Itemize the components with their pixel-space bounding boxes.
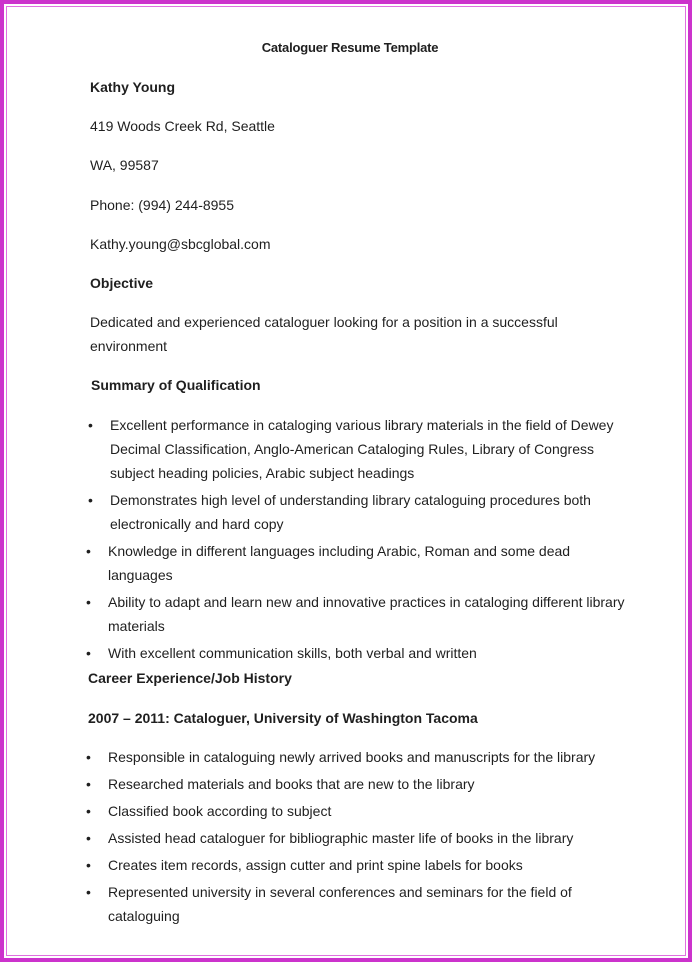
career-heading: Career Experience/Job History <box>88 670 292 686</box>
career-item: • Creates item records, assign cutter and print spine labels for books <box>108 853 628 877</box>
career-item: • Assisted head cataloguer for bibliographic master life of books in the library <box>108 826 628 850</box>
bullet-icon: • <box>86 645 91 661</box>
bullet-icon: • <box>88 417 93 433</box>
objective-heading: Objective <box>90 275 154 291</box>
job-title: 2007 – 2011: Cataloguer, University of Washington Tacoma <box>88 710 478 726</box>
summary-item: • Demonstrates high level of understanding library cataloguing procedures both electronically and hard copy <box>110 488 630 536</box>
bullet-icon: • <box>86 884 91 900</box>
document-title: Cataloguer Resume Template <box>261 40 439 55</box>
career-item: • Classified book according to subject <box>108 799 628 823</box>
bullet-icon: • <box>86 543 91 559</box>
bullet-icon: • <box>86 594 91 610</box>
summary-item: • Knowledge in different languages including Arabic, Roman and some dead languages <box>108 539 638 587</box>
bullet-icon: • <box>86 803 91 819</box>
email-address: Kathy.young@sbcglobal.com <box>90 236 271 252</box>
address-line-2: WA, 99587 <box>90 157 159 173</box>
bullet-icon: • <box>86 857 91 873</box>
bullet-icon: • <box>88 492 93 508</box>
candidate-name: Kathy Young <box>90 79 176 95</box>
summary-list <box>88 413 630 539</box>
bullet-icon: • <box>86 776 91 792</box>
career-item: • Researched materials and books that are new to the library <box>108 772 628 796</box>
summary-item: • Excellent performance in cataloging various library materials in the field of Dewey Decimal Classification, Anglo-American Cataloging Rules, Library of Congress subject heading policies, Arabic subject headings <box>110 413 630 485</box>
summary-list-continued <box>86 539 638 668</box>
career-item: • Responsible in cataloguing newly arrived books and manuscripts for the library <box>108 745 628 769</box>
career-list <box>86 745 628 931</box>
objective-text: Dedicated and experienced cataloguer looking for a position in a successful environment <box>90 314 558 354</box>
career-item: • Represented university in several conferences and seminars for the field of cataloguing <box>108 880 628 928</box>
summary-item: • Ability to adapt and learn new and innovative practices in cataloging different library materials <box>108 590 638 638</box>
bullet-icon: • <box>86 830 91 846</box>
bullet-icon: • <box>86 749 91 765</box>
address-line-1: 419 Woods Creek Rd, Seattle <box>90 118 275 134</box>
summary-item: • With excellent communication skills, both verbal and written <box>108 641 638 665</box>
phone-number: Phone: (994) 244-8955 <box>90 197 234 213</box>
summary-heading: Summary of Qualification <box>91 377 261 393</box>
